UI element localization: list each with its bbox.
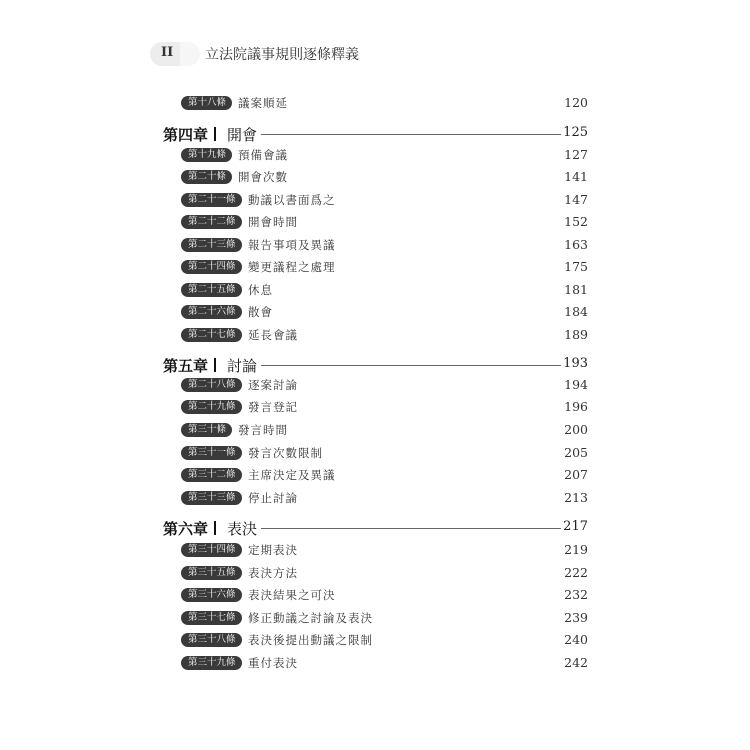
toc-entry[interactable] [163,465,588,485]
chapter-leader-line [261,365,561,366]
toc-entry[interactable] [163,325,588,345]
article-page-number: 200 [564,422,588,437]
toc-entry[interactable] [163,257,588,277]
toc-entry[interactable] [163,585,588,605]
article-title: 修正動議之討論及表決 [248,611,373,625]
article-title: 重付表決 [248,656,298,670]
article-page-number: 175 [564,259,588,274]
article-title: 逐案討論 [248,378,298,392]
toc-entry[interactable] [163,93,588,113]
toc-entry[interactable] [163,397,588,417]
article-title: 表決方法 [248,566,298,580]
toc-entry[interactable] [163,563,588,583]
article-page-number: 207 [564,467,588,482]
article-title: 動議以書面爲之 [248,193,336,207]
article-page-number: 184 [564,304,588,319]
article-number-badge: 第二十一條 [181,193,242,207]
article-page-number: 194 [564,377,588,392]
article-title: 預備會議 [238,148,288,162]
article-page-number: 219 [564,542,588,557]
toc-entry[interactable] [163,420,588,440]
chapter-divider-bar [214,521,216,535]
chapter-heading[interactable] [163,518,588,542]
article-title: 表決後提出動議之限制 [248,633,373,647]
chapter-title: 討論 [227,357,258,375]
article-page-number: 120 [564,95,588,110]
article-title: 延長會議 [248,328,298,342]
article-page-number: 205 [564,445,588,460]
article-page-number: 196 [564,399,588,414]
article-page-number: 232 [564,587,588,602]
article-title: 議案順延 [238,96,288,110]
article-page-number: 242 [564,655,588,670]
article-title: 表決結果之可決 [248,588,336,602]
chapter-divider-bar [214,127,216,141]
article-number-badge: 第十九條 [181,148,232,162]
article-number-badge: 第三十九條 [181,656,242,670]
article-number-badge: 第二十七條 [181,328,242,342]
book-title: 立法院議事規則逐條釋義 [205,47,359,63]
article-title: 休息 [248,283,273,297]
article-page-number: 181 [564,282,588,297]
article-title: 開會次數 [238,170,288,184]
chapter-title: 開會 [227,126,258,144]
article-title: 散會 [248,305,273,319]
toc-entry[interactable] [163,488,588,508]
article-title: 報告事項及異議 [248,238,336,252]
chapter-page-number: 217 [563,519,588,534]
article-number-badge: 第三十四條 [181,543,242,557]
article-number-badge: 第二十五條 [181,283,242,297]
article-number-badge: 第三十五條 [181,566,242,580]
article-number-badge: 第二十六條 [181,305,242,319]
article-number-badge: 第二十三條 [181,238,242,252]
article-number-badge: 第三十條 [181,423,232,437]
chapter-page-number: 193 [563,356,588,371]
article-number-badge: 第三十一條 [181,446,242,460]
article-page-number: 163 [564,237,588,252]
article-page-number: 222 [564,565,588,580]
article-page-number: 141 [564,169,588,184]
toc-entry[interactable] [163,540,588,560]
chapter-label: 第五章 [163,357,209,375]
article-number-badge: 第二十條 [181,170,232,184]
toc-entry[interactable] [163,190,588,210]
chapter-page-number: 125 [563,125,588,140]
article-number-badge: 第三十六條 [181,588,242,602]
chapter-title: 表決 [227,520,258,538]
page-number: II [161,45,174,60]
article-number-badge: 第三十八條 [181,633,242,647]
toc-entry[interactable] [163,443,588,463]
article-title: 發言次數限制 [248,446,323,460]
chapter-divider-bar [214,358,216,372]
chapter-label: 第六章 [163,520,209,538]
toc-entry[interactable] [163,235,588,255]
article-title: 開會時間 [248,215,298,229]
article-page-number: 240 [564,632,588,647]
article-number-badge: 第二十八條 [181,378,242,392]
toc-entry[interactable] [163,212,588,232]
article-page-number: 147 [564,192,588,207]
article-number-badge: 第二十四條 [181,260,242,274]
article-number-badge: 第三十七條 [181,611,242,625]
toc-entry[interactable] [163,145,588,165]
toc-entry[interactable] [163,630,588,650]
article-number-badge: 第三十三條 [181,491,242,505]
article-title: 停止討論 [248,491,298,505]
article-title: 發言登記 [248,400,298,414]
chapter-leader-line [261,528,561,529]
article-page-number: 152 [564,214,588,229]
article-number-badge: 第二十二條 [181,215,242,229]
toc-entry[interactable] [163,302,588,322]
toc-entry[interactable] [163,167,588,187]
article-title: 發言時間 [238,423,288,437]
toc-entry[interactable] [163,375,588,395]
chapter-leader-line [261,134,561,135]
toc-entry[interactable] [163,280,588,300]
article-number-badge: 第三十二條 [181,468,242,482]
article-page-number: 239 [564,610,588,625]
article-title: 變更議程之處理 [248,260,336,274]
article-number-badge: 第二十九條 [181,400,242,414]
toc-entry[interactable] [163,653,588,673]
article-number-badge: 第十八條 [181,96,232,110]
toc-entry[interactable] [163,608,588,628]
running-header [150,40,359,70]
article-page-number: 213 [564,490,588,505]
article-page-number: 127 [564,147,588,162]
chapter-label: 第四章 [163,126,209,144]
article-page-number: 189 [564,327,588,342]
article-title: 主席決定及異議 [248,468,336,482]
article-title: 定期表決 [248,543,298,557]
